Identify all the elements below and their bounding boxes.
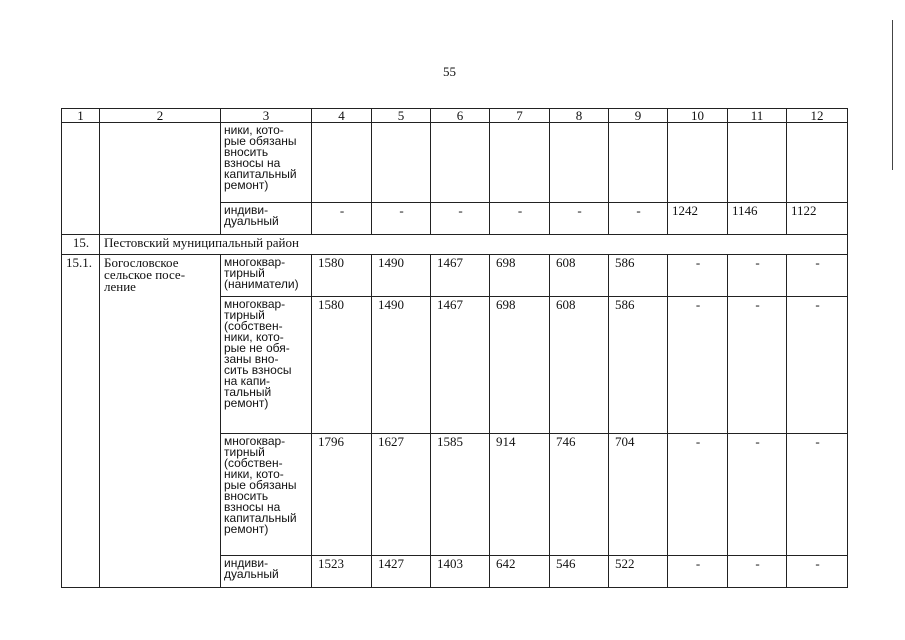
header-cell: 2 (100, 109, 221, 123)
value-cell (550, 123, 609, 203)
header-cell: 6 (431, 109, 490, 123)
value-cell: - (668, 255, 728, 297)
value-cell: - (431, 203, 490, 235)
value-cell: - (668, 434, 728, 556)
tariff-table (61, 108, 848, 588)
value-cell (728, 123, 787, 203)
housing-type-label: индиви- дуальный (221, 203, 312, 235)
page-number: 55 (443, 64, 456, 79)
value-cell: 1122 (787, 203, 848, 235)
value-cell: - (609, 203, 668, 235)
value-cell: 1585 (431, 434, 490, 556)
value-cell: - (372, 203, 431, 235)
housing-type-label: ники, кото- рые обязаны вносить взносы на капитальный ремонт) (221, 123, 312, 203)
value-cell: 746 (550, 434, 609, 556)
header-cell: 5 (372, 109, 431, 123)
value-cell: 1796 (312, 434, 372, 556)
value-cell: 1490 (372, 297, 431, 434)
housing-type-label: многоквар- тирный (собствен- ники, кото- рые обязаны вносить взносы на капитальный ремонт) (221, 434, 312, 556)
empty-cell (100, 123, 221, 235)
value-cell: 1403 (431, 556, 490, 588)
value-cell: 1146 (728, 203, 787, 235)
value-cell: 546 (550, 556, 609, 588)
value-cell: 704 (609, 434, 668, 556)
housing-type-label: индиви- дуальный (221, 556, 312, 588)
value-cell: 1523 (312, 556, 372, 588)
value-cell: 1242 (668, 203, 728, 235)
value-cell: 586 (609, 297, 668, 434)
value-cell: - (787, 434, 848, 556)
value-cell: - (728, 297, 787, 434)
value-cell: 1467 (431, 297, 490, 434)
housing-type-label: многоквар- тирный (собствен- ники, кото- рые не обя- заны вно- сить взносы на капи- тальный ремонт) (221, 297, 312, 434)
value-cell: - (787, 556, 848, 588)
header-cell: 10 (668, 109, 728, 123)
settlement-name: Богословское сельское посе- ление (100, 255, 221, 588)
value-cell: - (668, 297, 728, 434)
value-cell: 642 (490, 556, 550, 588)
header-cell: 12 (787, 109, 848, 123)
value-cell: 1427 (372, 556, 431, 588)
value-cell: - (787, 255, 848, 297)
value-cell: - (550, 203, 609, 235)
value-cell: 914 (490, 434, 550, 556)
value-cell: - (668, 556, 728, 588)
value-cell (372, 123, 431, 203)
value-cell: - (490, 203, 550, 235)
section-number: 15. (62, 235, 100, 255)
value-cell: - (312, 203, 372, 235)
header-cell: 3 (221, 109, 312, 123)
value-cell (431, 123, 490, 203)
section-row (62, 235, 848, 255)
section-title: Пестовский муниципальный район (100, 235, 848, 255)
table-row (62, 123, 848, 203)
value-cell: 1580 (312, 297, 372, 434)
header-cell: 8 (550, 109, 609, 123)
value-cell: 698 (490, 297, 550, 434)
table-row (62, 255, 848, 297)
header-cell: 7 (490, 109, 550, 123)
value-cell: 1580 (312, 255, 372, 297)
value-cell (787, 123, 848, 203)
header-cell: 9 (609, 109, 668, 123)
scan-edge-line (892, 20, 893, 170)
value-cell: 1627 (372, 434, 431, 556)
header-cell: 4 (312, 109, 372, 123)
value-cell: - (728, 556, 787, 588)
value-cell (312, 123, 372, 203)
header-cell: 1 (62, 109, 100, 123)
value-cell: 586 (609, 255, 668, 297)
value-cell: 698 (490, 255, 550, 297)
subsection-number: 15.1. (62, 255, 100, 588)
value-cell: 1467 (431, 255, 490, 297)
value-cell: - (728, 255, 787, 297)
housing-type-label: многоквар- тирный (наниматели) (221, 255, 312, 297)
value-cell: 608 (550, 297, 609, 434)
value-cell: 608 (550, 255, 609, 297)
header-cell: 11 (728, 109, 787, 123)
value-cell (668, 123, 728, 203)
header-row (62, 109, 848, 123)
value-cell: - (728, 434, 787, 556)
value-cell: 522 (609, 556, 668, 588)
empty-cell (62, 123, 100, 235)
value-cell: - (787, 297, 848, 434)
value-cell (609, 123, 668, 203)
value-cell: 1490 (372, 255, 431, 297)
value-cell (490, 123, 550, 203)
